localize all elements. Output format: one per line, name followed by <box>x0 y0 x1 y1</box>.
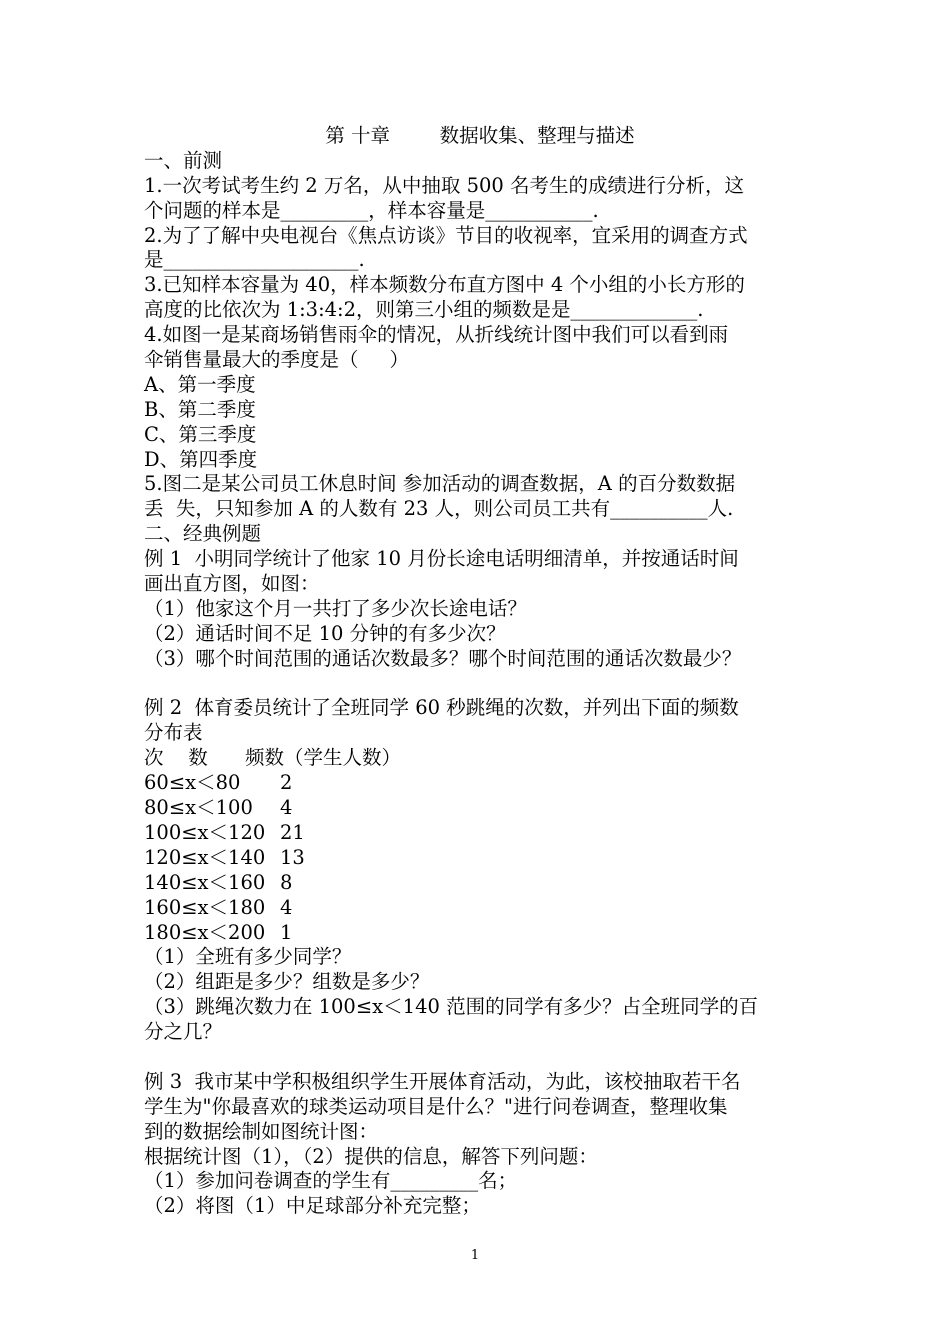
text-line: 伞销售量最大的季度是（ ） <box>144 348 409 372</box>
text-line: （3）哪个时间范围的通话次数最多？哪个时间范围的通话次数最少？ <box>144 646 742 670</box>
text-line: （2）组距是多少？组数是多少？ <box>144 970 430 994</box>
example-3 <box>144 1070 816 1219</box>
text-line: 例 1 小明同学统计了他家 10 月份长途电话明细清单，并按通话时间 <box>144 547 739 571</box>
freq-table-row <box>144 771 816 796</box>
freq-table-row <box>144 871 816 896</box>
freq-range-cell: 160≤x＜180 <box>144 895 266 919</box>
text-line: C、第三季度 <box>144 422 257 446</box>
freq-table-row <box>144 821 816 846</box>
freq-count-cell: 8 <box>280 870 293 894</box>
freq-range-cell: 100≤x＜120 <box>144 820 266 844</box>
text-line: （1）他家这个月一共打了多少次长途电话？ <box>144 596 527 620</box>
text-line: A、第一季度 <box>144 372 256 396</box>
blank-line <box>144 1045 816 1070</box>
text-line: 到的数据绘制如图统计图： <box>144 1119 379 1143</box>
freq-table <box>144 771 816 945</box>
text-line: 3.已知样本容量为 40，样本频数分布直方图中 4 个小组的小长方形的 <box>144 273 745 297</box>
section-pretest <box>144 149 816 672</box>
text-line: 分布表 <box>144 721 203 745</box>
text-line: 例 3 我市某中学积极组织学生开展体育活动，为此，该校抽取若干名 <box>144 1069 741 1093</box>
text-line: 二、经典例题 <box>144 522 262 546</box>
freq-range-cell: 60≤x＜80 <box>144 771 241 795</box>
text-line: D、第四季度 <box>144 447 258 471</box>
freq-table-row <box>144 846 816 871</box>
page-number: 1 <box>470 1248 480 1263</box>
text-line: 高度的比依次为 1:3:4:2，则第三小组的频数是是_____________. <box>144 298 704 322</box>
freq-range-cell: 80≤x＜100 <box>144 796 253 820</box>
text-line: （3）跳绳次数力在 100≤x＜140 范围的同学有多少？占全班同学的百 <box>144 995 759 1019</box>
text-line: 分之几？ <box>144 1020 223 1044</box>
freq-count-cell: 1 <box>280 920 293 944</box>
freq-table-row <box>144 921 816 946</box>
example-2-questions <box>144 945 816 1045</box>
freq-table-header: 次 数 频数（学生人数） <box>144 746 401 770</box>
text-line: 学生为"你最喜欢的球类运动项目是什么？"进行问卷调查，整理收集 <box>144 1094 728 1118</box>
text-line: （1）全班有多少同学？ <box>144 945 352 969</box>
text-line: 丢 失，只知参加 A 的人数有 23 人，则公司员工共有__________人. <box>144 497 734 521</box>
text-line: 画出直方图，如图： <box>144 572 320 596</box>
freq-count-cell: 4 <box>280 895 293 919</box>
freq-range-cell: 180≤x＜200 <box>144 920 266 944</box>
text-line: 是____________________. <box>144 248 365 272</box>
text-line: （2）通话时间不足 10 分钟的有多少次？ <box>144 621 506 645</box>
text-line: 根据统计图（1），（2）提供的信息，解答下列问题： <box>144 1144 598 1168</box>
document-body <box>144 124 816 1219</box>
freq-range-cell: 140≤x＜160 <box>144 870 266 894</box>
text-line: 一、前测 <box>144 148 223 172</box>
freq-count-cell: 4 <box>280 796 293 820</box>
text-line: 1.一次考试考生约 2 万名，从中抽取 500 名考生的成绩进行分析，这 <box>144 173 745 197</box>
text-line: 5.图二是某公司员工休息时间 参加活动的调查数据，A 的百分数数据 <box>144 472 736 496</box>
text-line: 个问题的样本是_________，样本容量是___________. <box>144 198 599 222</box>
freq-table-row <box>144 796 816 821</box>
text-line: （2）将图（1）中足球部分补充完整； <box>144 1194 481 1218</box>
text-line: 2.为了了解中央电视台《焦点访谈》节目的收视率，宜采用的调查方式 <box>144 223 748 247</box>
example-2-intro <box>144 696 816 746</box>
freq-count-cell: 21 <box>280 820 305 844</box>
chapter-title: 第 十章 数据收集、整理与描述 <box>325 124 635 147</box>
freq-table-row <box>144 896 816 921</box>
text-line: 例 2 体育委员统计了全班同学 60 秒跳绳的次数，并列出下面的频数 <box>144 696 739 720</box>
text-line: B、第二季度 <box>144 397 256 421</box>
text-line: （1）参加问卷调查的学生有_________名； <box>144 1169 518 1193</box>
blank-line <box>144 672 816 697</box>
freq-range-cell: 120≤x＜140 <box>144 845 266 869</box>
text-line: 4.如图一是某商场销售雨伞的情况，从折线统计图中我们可以看到雨 <box>144 323 729 347</box>
freq-count-cell: 13 <box>280 845 305 869</box>
freq-count-cell: 2 <box>280 771 293 795</box>
